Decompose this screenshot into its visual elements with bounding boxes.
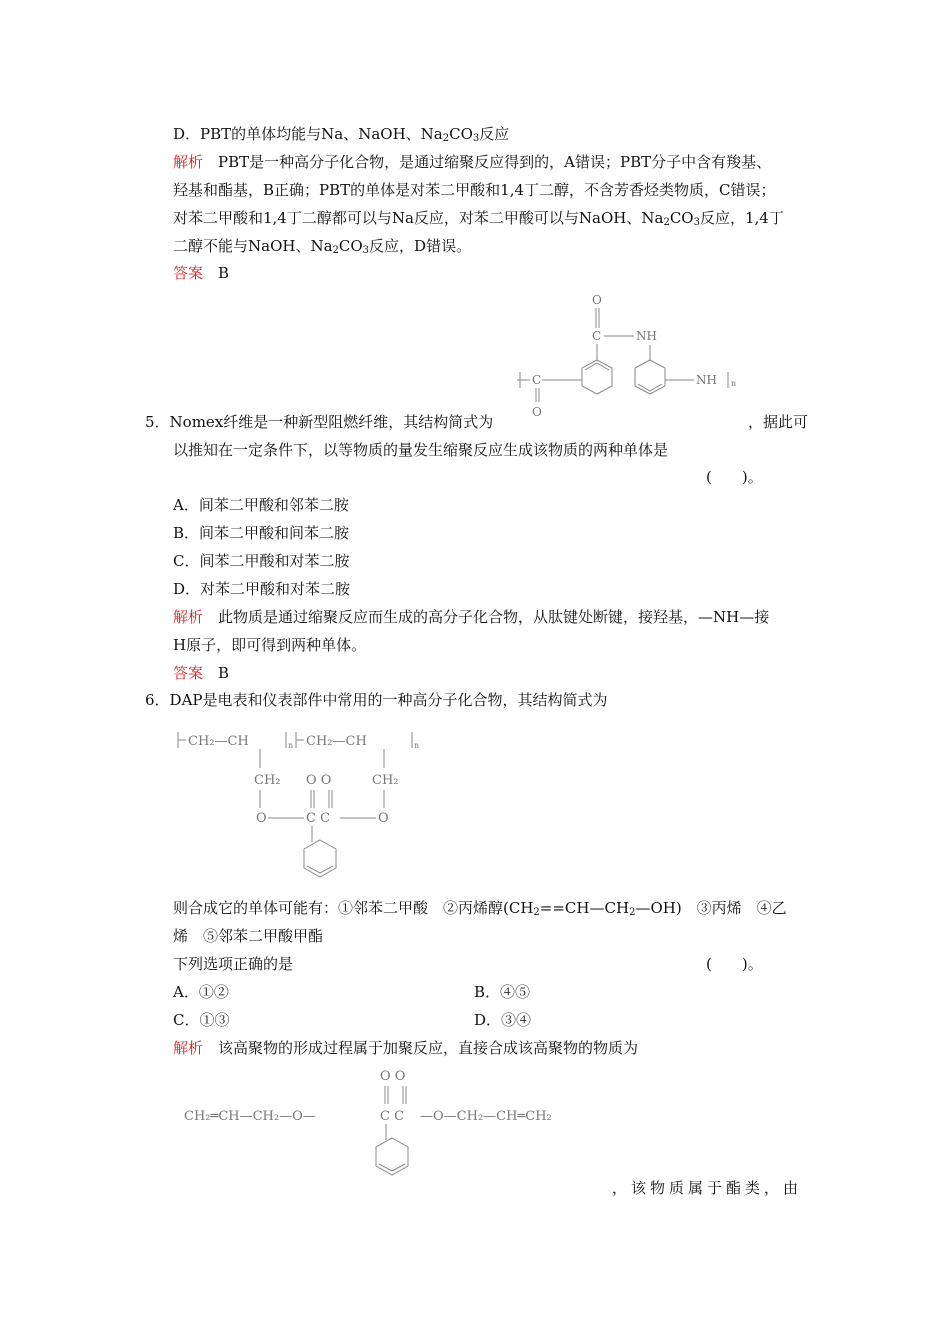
q6-monomers-text: 则合成它的单体可能有：①邻苯二甲酸 ②丙烯醇(CH	[173, 899, 534, 917]
dap-cc: C C	[306, 811, 331, 826]
q4-option-d-sub: 3	[472, 133, 480, 144]
q5-option-c: C．间苯二甲酸和对苯二胺	[173, 552, 350, 570]
q6-option-b: B．④⑤	[474, 983, 531, 1001]
q4-sub: 2	[663, 217, 670, 228]
q4-sub: 3	[362, 245, 370, 256]
q5-option-d: D．对苯二甲酸和对苯二胺	[173, 580, 351, 598]
q5-blank: ( )。	[706, 468, 763, 486]
q5-option-a: A．间苯二甲酸和邻苯二胺	[173, 496, 349, 514]
q4-analysis-line-2	[173, 180, 775, 200]
mono-benzene-ring	[376, 1138, 408, 1175]
q4-analysis-text: CO	[669, 209, 694, 227]
q6-analysis-line-2	[612, 1178, 802, 1198]
q6-blank: ( )。	[706, 955, 763, 973]
q5-stem-text: 以推知在一定条件下，以等物质的量发生缩聚反应生成该物质的两种单体是	[173, 441, 669, 459]
benzene-ring-2	[635, 360, 665, 394]
q4-option-d-mid: CO	[449, 125, 473, 143]
q6-analysis-line-1	[173, 1038, 638, 1058]
fig-n: n	[731, 379, 737, 388]
fig-nh-top: NH	[636, 329, 657, 343]
q4-answer	[173, 263, 229, 283]
dap-n1: n	[288, 741, 294, 750]
q4-analysis-line-4	[173, 236, 471, 261]
q5-stem-text: ，据此可	[748, 413, 809, 431]
q6-monomers-line-2: 烯 ⑤邻苯二甲酸甲酯	[173, 927, 324, 945]
q4-sub: 3	[693, 217, 700, 228]
q5-stem-line-1b	[748, 412, 808, 432]
q6-analysis-label: 解析	[173, 1039, 204, 1057]
q6-analysis-text: 该高聚物的形成过程属于加聚反应，直接合成该高聚物的物质为	[218, 1039, 639, 1057]
q4-option-d-end: 反应	[479, 125, 510, 143]
q4-analysis-text: PBT是一种高分子化合物，是通过缩聚反应得到的，A错误；PBT分子中含有羧基、	[218, 153, 772, 171]
q6-option-c: C．①③	[173, 1011, 230, 1029]
fig-c-left: C	[532, 373, 542, 387]
fig-c-top: C	[592, 329, 602, 343]
fig-nh-right: NH	[696, 373, 717, 387]
dap-o-left: O	[256, 811, 267, 826]
q5-stem-line-2	[173, 440, 668, 460]
dap-top-right: CH₂—CH	[306, 734, 367, 749]
dap-oo: O O	[306, 773, 332, 788]
q4-sub: 2	[332, 245, 339, 256]
q4-analysis-label: 解析	[173, 153, 204, 171]
q4-answer-value: B	[218, 264, 230, 282]
monomer-structure-figure	[180, 1066, 620, 1196]
q4-analysis-text: 对苯二甲酸和1,4丁二醇都可以与Na反应，对苯二甲酸可以与NaOH、Na	[173, 209, 664, 227]
q5-analysis-text: 此物质是通过缩聚反应而生成的高分子化合物，从肽键处断键，接羟基，—NH—接	[218, 608, 770, 626]
q4-option-d	[173, 124, 509, 149]
q5-analysis-label: 解析	[173, 608, 204, 626]
q4-answer-label: 答案	[173, 264, 204, 282]
q4-analysis-text: 羟基和酯基，B正确；PBT的单体是对苯二甲酸和1,4丁二醇，不含芳香烃类物质，C错误；	[173, 181, 776, 199]
q5-answer-value: B	[218, 664, 230, 682]
q4-analysis-line-1	[173, 152, 771, 172]
q6-question: 下列选项正确的是	[173, 955, 294, 973]
dap-ch2-left: CH₂	[254, 773, 281, 788]
dap-ch2-right: CH₂	[372, 773, 399, 788]
q6-sub: 2	[533, 907, 540, 918]
mono-oo: O O	[380, 1069, 406, 1084]
q4-option-d-text: D．PBT的单体均能与Na、NaOH、Na	[173, 125, 443, 143]
dap-benzene-ring	[304, 840, 336, 877]
q6-monomers-text: ==CH—CH	[539, 899, 630, 917]
q5-stem-line-1	[145, 412, 493, 432]
dap-n2: n	[414, 741, 420, 750]
nomex-structure-figure	[512, 290, 762, 425]
q4-option-d-sub: 2	[442, 133, 450, 144]
q4-analysis-line-3	[173, 208, 784, 233]
mono-cc: C C	[380, 1109, 405, 1124]
q5-answer	[173, 663, 229, 683]
q5-analysis-text: H原子，即可得到两种单体。	[173, 636, 367, 654]
q5-analysis-line-1	[173, 607, 769, 627]
q6-analysis-text: ，该物质属于酯类，由	[612, 1179, 803, 1197]
fig-o-top: O	[592, 293, 602, 307]
dap-o-right: O	[378, 811, 389, 826]
dap-top-left: CH₂—CH	[188, 734, 249, 749]
q4-analysis-text: 反应，D错误。	[369, 237, 472, 255]
q6-stem: 6．DAP是电表和仪表部件中常用的一种高分子化合物，其结构简式为	[145, 691, 608, 709]
q6-sub: 2	[629, 907, 636, 918]
q6-monomers-text: —OH) ③丙烯 ④乙	[635, 899, 787, 917]
mono-chain-right: —O—CH₂—CH═CH₂	[420, 1109, 552, 1124]
q5-answer-label: 答案	[173, 664, 204, 682]
q6-option-a: A．①②	[173, 983, 229, 1001]
q4-analysis-text: 二醇不能与NaOH、Na	[173, 237, 333, 255]
q6-monomers-line-1	[173, 898, 787, 923]
q4-analysis-text: CO	[338, 237, 363, 255]
q5-stem-text: 5．Nomex纤维是一种新型阻燃纤维，其结构简式为	[145, 413, 494, 431]
dap-structure-figure	[172, 722, 432, 892]
benzene-ring-1	[582, 360, 612, 394]
q6-option-d: D．③④	[474, 1011, 532, 1029]
mono-chain-left: CH₂═CH—CH₂—O—	[184, 1109, 316, 1124]
fig-o-bottom: O	[532, 405, 542, 419]
q5-analysis-line-2	[173, 635, 366, 655]
q5-option-b: B．间苯二甲酸和间苯二胺	[173, 524, 350, 542]
q4-analysis-text: 反应，1,4丁	[699, 209, 784, 227]
